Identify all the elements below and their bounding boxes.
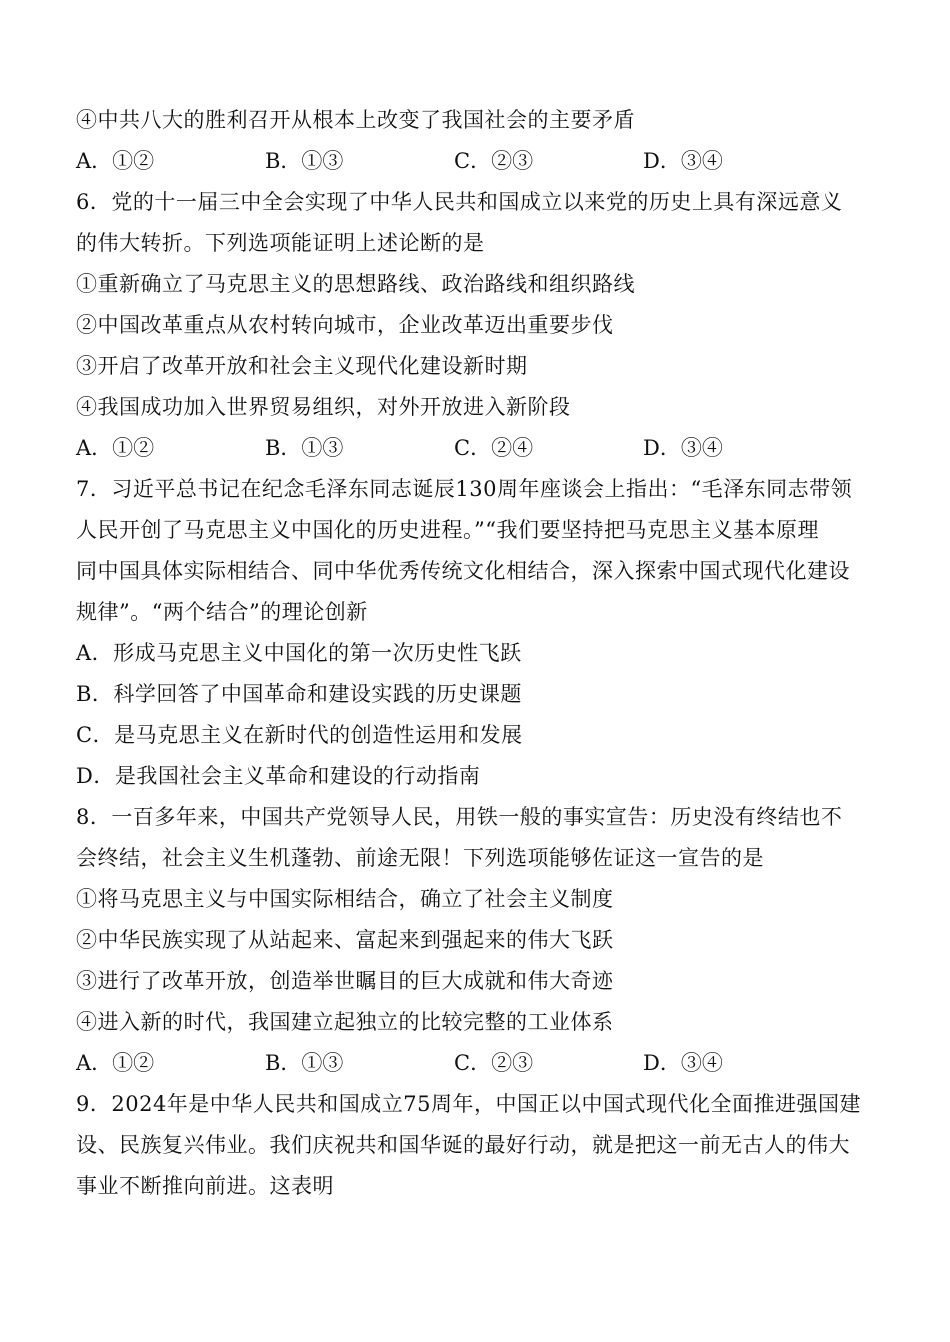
q9-stem-line-1: 9．2024年是中华人民共和国成立75周年，中国正以中国式现代化全面推进强国建 bbox=[76, 1092, 862, 1116]
q6-option-c: C．②④ bbox=[454, 436, 534, 460]
q7-stem-line-1: 7．习近平总书记在纪念毛泽东同志诞辰130周年座谈会上指出：“毛泽东同志带领 bbox=[76, 477, 853, 501]
q8-item-3: ③进行了改革开放，创造举世瞩目的巨大成就和伟大奇迹 bbox=[76, 969, 614, 993]
q5-option-c: C．②③ bbox=[454, 149, 534, 173]
exam-page bbox=[76, 100, 876, 1207]
q6-item-4: ④我国成功加入世界贸易组织，对外开放进入新阶段 bbox=[76, 395, 571, 419]
q6-stem-line-1: 6．党的十一届三中全会实现了中华人民共和国成立以来党的历史上具有深远意义 bbox=[76, 190, 843, 214]
q7-stem-line-3: 同中国具体实际相结合、同中华优秀传统文化相结合，深入探索中国式现代化建设 bbox=[76, 559, 850, 583]
q6-option-a: A．①② bbox=[76, 436, 155, 460]
q6-item-2: ②中国改革重点从农村转向城市，企业改革迈出重要步伐 bbox=[76, 313, 614, 337]
q8-item-2: ②中华民族实现了从站起来、富起来到强起来的伟大飞跃 bbox=[76, 928, 614, 952]
q7-choice-b: B．科学回答了中国革命和建设实践的历史课题 bbox=[76, 682, 522, 706]
q7-choice-d: D．是我国社会主义革命和建设的行动指南 bbox=[76, 764, 481, 788]
q6-option-d: D．③④ bbox=[643, 436, 723, 460]
q7-stem-line-2: 人民开创了马克思主义中国化的历史进程。”“我们要坚持把马克思主义基本原理 bbox=[76, 518, 819, 542]
q6-options bbox=[76, 428, 876, 469]
q9-stem-line-2: 设、民族复兴伟业。我们庆祝共和国华诞的最好行动，就是把这一前无古人的伟大 bbox=[76, 1133, 850, 1157]
q8-item-4: ④进入新的时代，我国建立起独立的比较完整的工业体系 bbox=[76, 1010, 614, 1034]
q8-stem-line-2: 会终结，社会主义生机蓬勃、前途无限！下列选项能够佐证这一宣告的是 bbox=[76, 846, 764, 870]
q6-option-b: B．①③ bbox=[265, 436, 344, 460]
q6-item-3: ③开启了改革开放和社会主义现代化建设新时期 bbox=[76, 354, 528, 378]
q5-option-a: A．①② bbox=[76, 149, 155, 173]
q7-stem-line-4: 规律”。“两个结合”的理论创新 bbox=[76, 600, 368, 624]
q8-stem-line-1: 8．一百多年来，中国共产党领导人民，用铁一般的事实宣告：历史没有终结也不 bbox=[76, 805, 843, 829]
q7-choice-a: A．形成马克思主义中国化的第一次历史性飞跃 bbox=[76, 641, 522, 665]
q8-option-a: A．①② bbox=[76, 1051, 155, 1075]
q5-options bbox=[76, 141, 876, 182]
q6-stem-line-2: 的伟大转折。下列选项能证明上述论断的是 bbox=[76, 231, 485, 255]
q8-option-c: C．②③ bbox=[454, 1051, 534, 1075]
q7-choice-c: C．是马克思主义在新时代的创造性运用和发展 bbox=[76, 723, 523, 747]
q5-option-d: D．③④ bbox=[643, 149, 723, 173]
q8-option-b: B．①③ bbox=[265, 1051, 344, 1075]
q9-stem-line-3: 事业不断推向前进。这表明 bbox=[76, 1174, 334, 1198]
q8-options bbox=[76, 1043, 876, 1084]
q8-item-1: ①将马克思主义与中国实际相结合，确立了社会主义制度 bbox=[76, 887, 614, 911]
q5-item-4: ④中共八大的胜利召开从根本上改变了我国社会的主要矛盾 bbox=[76, 108, 635, 132]
q6-item-1: ①重新确立了马克思主义的思想路线、政治路线和组织路线 bbox=[76, 272, 635, 296]
q8-option-d: D．③④ bbox=[643, 1051, 723, 1075]
q5-option-b: B．①③ bbox=[265, 149, 344, 173]
